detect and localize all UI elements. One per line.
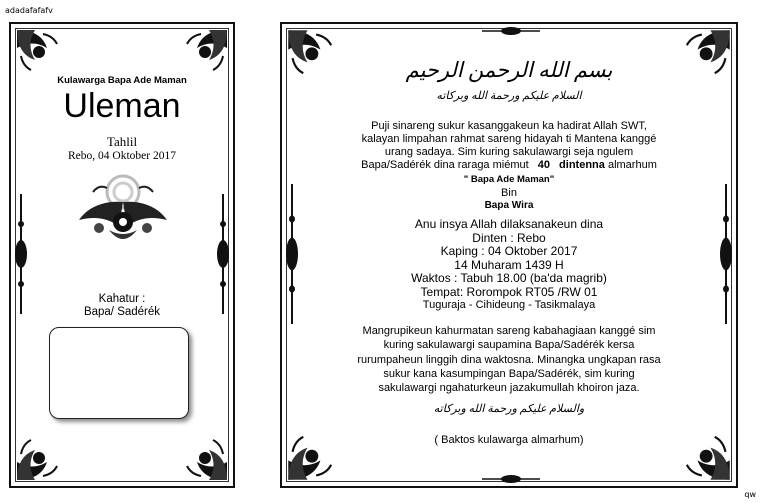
- cover-date: Rebo, 04 Oktober 2017: [68, 150, 176, 162]
- event-hijri-date: 14 Muharam 1439 H: [454, 257, 564, 272]
- corner-ornament-icon: [284, 424, 344, 484]
- event-details: [282, 218, 736, 313]
- intro-line: kalayan limpahan rahmat sareng hidayah ti Mantena kanggé: [361, 133, 657, 145]
- father-name: Bapa Wira: [484, 200, 534, 211]
- event-intro: Anu insya Allah dilaksanakeun dina: [414, 217, 604, 231]
- arabic-wassalam: والسلام عليكم ورحمة الله وبركاته: [433, 403, 585, 415]
- cover-to-label: Kahatur :: [98, 293, 146, 305]
- closing-paragraph: [282, 324, 736, 395]
- corner-ornament-icon: [13, 428, 69, 484]
- event-date: Kaping : 04 Oktober 2017: [440, 244, 578, 258]
- day-count-word: dintenna: [559, 159, 605, 171]
- event-day: Dinten : Rebo: [472, 230, 546, 245]
- corner-ornament-icon: [13, 26, 69, 82]
- bin-text: Bin: [501, 187, 517, 199]
- closing-line: Mangrupikeun kahurmatan sareng kabahagiaan kanggé sim: [362, 325, 656, 337]
- day-count: 40: [537, 159, 550, 171]
- intro-paragraph: [282, 120, 736, 172]
- corner-ornament-icon: [674, 424, 734, 484]
- event-place: Tempat: Rorompok RT05 /RW 01: [420, 284, 598, 299]
- intro-line: Puji sinareng sukur kasanggakeun ka hadirat Allah SWT,: [371, 120, 647, 132]
- corner-ornament-icon: [175, 26, 231, 82]
- recipient-name-box[interactable]: [49, 327, 189, 419]
- cover-family-name: Kulawarga Bapa Ade Maman: [57, 75, 187, 86]
- floral-emblem-icon: [73, 172, 173, 252]
- closing-line: kuring sakulawargi saupamina Bapa/Sadérék kersa: [383, 339, 635, 352]
- cover-subtitle: Tahlil: [106, 134, 138, 149]
- event-time: Waktos : Tabuh 18.00 (ba'da magrib): [411, 271, 607, 285]
- arabic-basmala: بسم الله الرحمن الرحيم: [405, 58, 613, 82]
- page-corner-text-bottom: qw: [744, 490, 756, 499]
- corner-ornament-icon: [175, 428, 231, 484]
- event-village: Tuguraja - Cihideung - Tasikmalaya: [422, 299, 596, 311]
- intro-line-4-suffix: almarhum: [607, 159, 657, 171]
- top-ornament-icon: [482, 26, 540, 36]
- closing-line: sukur kana kasumpingan Bapa/Sadérék, sim kuring: [383, 367, 635, 380]
- intro-line-4: [282, 159, 736, 172]
- deceased-name: " Bapa Ade Maman": [463, 174, 555, 185]
- arabic-salam: السلام عليكم ورحمة الله وبركاته: [436, 90, 582, 102]
- intro-line-4-prefix: Bapa/Sadérék dina raraga miémut: [361, 159, 529, 171]
- signature-text: ( Baktos kulawarga almarhum): [434, 434, 584, 446]
- bottom-ornament-icon: [482, 474, 540, 484]
- closing-line: sakulawargi ngahaturkeun jazakumullah khoiron jaza.: [378, 382, 640, 395]
- cover-to-name: Bapa/ Sadérék: [83, 306, 161, 318]
- letter-card: [280, 22, 738, 488]
- intro-line: urang sadaya. Sim kuring sakulawargi seja ngulem: [384, 146, 634, 158]
- page-corner-text-top: adadafafafv: [5, 6, 53, 15]
- closing-line: rurumpaheun linggih dina waktosna. Minangka ungkapan rasa: [357, 353, 661, 366]
- cover-title: Uleman: [63, 87, 181, 125]
- cover-card: [9, 22, 235, 488]
